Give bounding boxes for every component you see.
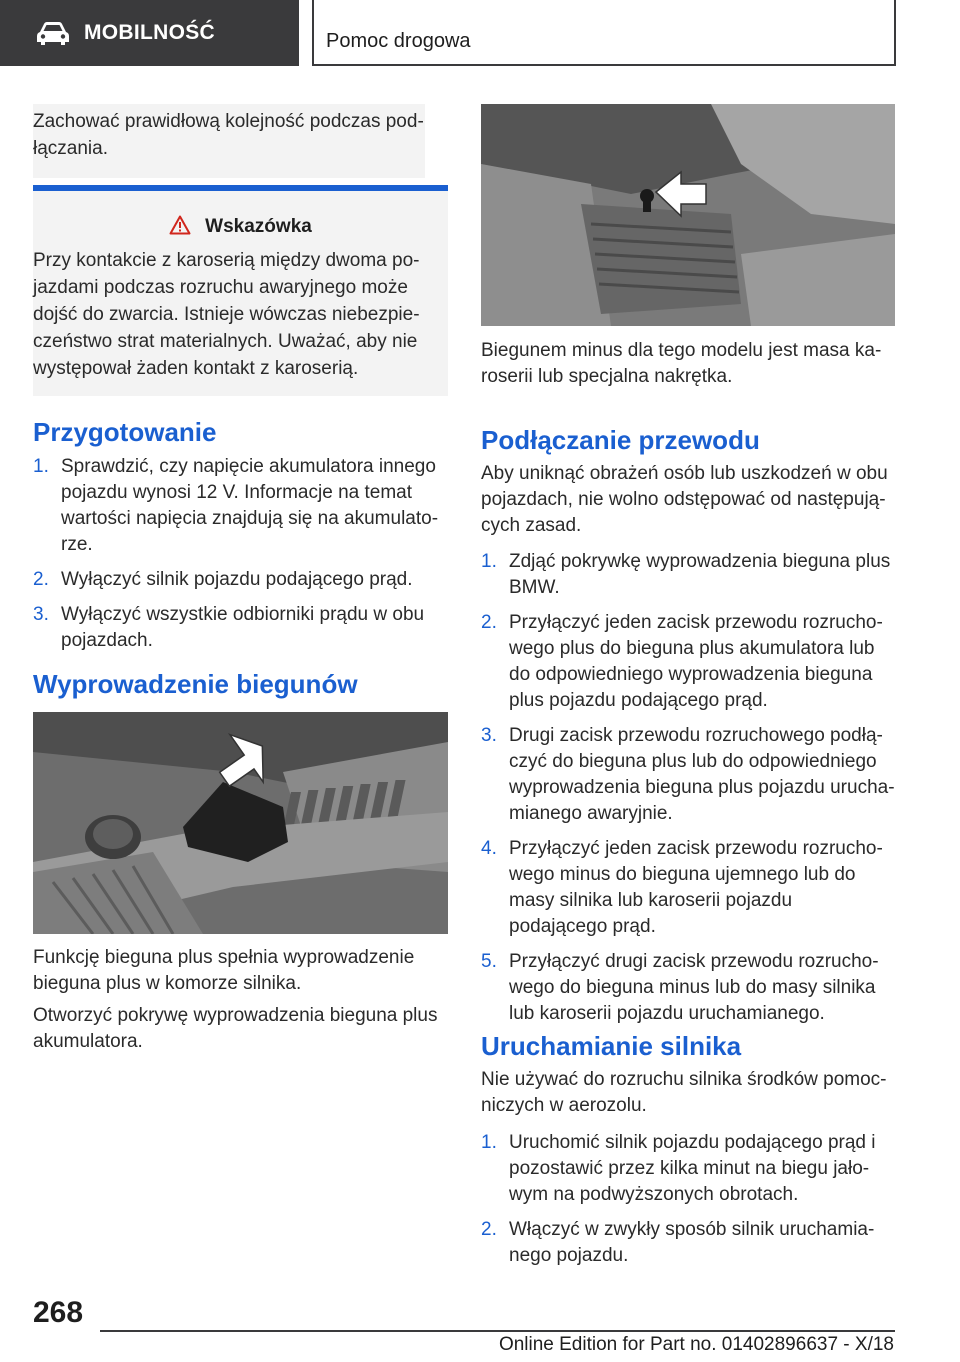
edition-info: Online Edition for Part no. 01402896637 - X/18 bbox=[498, 1334, 894, 1355]
step-number: 2. bbox=[481, 612, 497, 633]
list-item bbox=[481, 549, 895, 601]
terminals-para-1: Funkcję bieguna plus spełnia wyprowadzenie bieguna plus w komorze silnika. bbox=[33, 947, 415, 994]
engine-bay-photo-minus bbox=[481, 104, 895, 326]
step-text: Uruchomić silnik pojazdu podającego prąd i pozostawić przez kilka minut na biegu jałowym na podwyższonych obrotach. bbox=[509, 1132, 876, 1205]
car-icon bbox=[36, 20, 70, 46]
list-item bbox=[481, 723, 895, 827]
list-item bbox=[33, 567, 443, 593]
step-text: Przyłączyć drugi zacisk przewodu rozruchowego do bieguna minus lub do masy silnika lub karoserii pojazdu uruchamianego. bbox=[509, 951, 879, 1024]
connect-intro: Aby uniknąć obrażeń osób lub uszkodzeń w obu pojazdach, nie wolno odstępować od następujących zasad. bbox=[481, 463, 888, 536]
step-number: 2. bbox=[481, 1219, 497, 1240]
warning-title bbox=[33, 213, 448, 240]
warning-box bbox=[33, 185, 448, 396]
note-text: Zachować prawidłową kolejność podczas podłączania. bbox=[33, 111, 424, 159]
step-number: 1. bbox=[481, 1132, 497, 1153]
connect-steps bbox=[481, 549, 895, 1036]
step-number: 3. bbox=[33, 604, 49, 625]
start-intro: Nie używać do rozruchu silnika środków pomocniczych w aerozolu. bbox=[481, 1069, 887, 1116]
list-item bbox=[481, 610, 895, 714]
step-text: Zdjąć pokrywkę wyprowadzenia bieguna plus BMW. bbox=[509, 551, 891, 598]
list-item bbox=[33, 602, 443, 654]
warning-title-text: Wskazówka bbox=[205, 216, 312, 237]
list-item bbox=[481, 836, 895, 940]
note-box bbox=[33, 104, 425, 178]
step-number: 3. bbox=[481, 725, 497, 746]
step-text: Wyłączyć silnik pojazdu podającego prąd. bbox=[61, 569, 413, 590]
list-item bbox=[481, 1130, 895, 1208]
warning-text: Przy kontakcie z karoserią między dwoma pojazdami podczas rozruchu awaryjnego może dojść do zwarcia. Istnieje wówczas niebezpieczeństwo strat materialnych. Uważać, aby nie występował żaden kontakt z karoserią. bbox=[33, 250, 420, 379]
step-text: Sprawdzić, czy napięcie akumulatora innego pojazdu wynosi 12 V. Informacje na temat wartości napięcia znajdują się na akumulatorze. bbox=[61, 456, 439, 555]
footer-divider bbox=[100, 1330, 895, 1332]
step-text: Drugi zacisk przewodu rozruchowego podłączyć do bieguna plus lub do odpowiedniego wyprowadzenia bieguna plus pojazdu uruchamianego awaryjnie. bbox=[509, 725, 895, 824]
start-steps bbox=[481, 1130, 895, 1278]
step-text: Włączyć w zwykły sposób silnik uruchamianego pojazdu. bbox=[509, 1219, 875, 1266]
heading-preparation: Przygotowanie bbox=[33, 417, 217, 447]
engine-bay-photo-plus bbox=[33, 712, 448, 934]
heading-connect: Podłączanie przewodu bbox=[481, 425, 760, 455]
step-number: 4. bbox=[481, 838, 497, 859]
section-name: MOBILNOŚĆ bbox=[84, 21, 216, 44]
heading-terminals: Wyprowadzenie biegunów bbox=[33, 669, 358, 699]
step-number: 1. bbox=[33, 456, 49, 477]
list-item bbox=[481, 949, 895, 1027]
step-number: 2. bbox=[33, 569, 49, 590]
preparation-steps bbox=[33, 454, 443, 663]
chapter-title: Pomoc drogowa bbox=[326, 30, 471, 52]
step-text: Przyłączyć jeden zacisk przewodu rozruchowego minus do bieguna ujemnego lub do masy silnika lub karoserii pojazdu podającego prąd. bbox=[509, 838, 883, 937]
step-number: 1. bbox=[481, 551, 497, 572]
step-text: Wyłączyć wszystkie odbiorniki prądu w obu pojazdach. bbox=[61, 604, 425, 651]
step-number: 5. bbox=[481, 951, 497, 972]
terminals-para-2: Otworzyć pokrywę wyprowadzenia bieguna plus akumulatora. bbox=[33, 1005, 438, 1052]
list-item bbox=[481, 1217, 895, 1269]
warning-triangle-icon bbox=[169, 215, 191, 235]
step-text: Przyłączyć jeden zacisk przewodu rozruchowego plus do bieguna plus akumulatora lub do odpowiedniego wyprowadzenia bieguna plus pojazdu podającego prąd. bbox=[509, 612, 883, 711]
page-number: 268 bbox=[33, 1296, 84, 1329]
heading-start-engine: Uruchamianie silnika bbox=[481, 1031, 742, 1061]
photo-caption: Biegunem minus dla tego modelu jest masa karoserii lub specjalna nakrętka. bbox=[481, 340, 882, 387]
chapter-header bbox=[312, 0, 896, 66]
list-item bbox=[33, 454, 443, 558]
section-header bbox=[0, 0, 299, 66]
